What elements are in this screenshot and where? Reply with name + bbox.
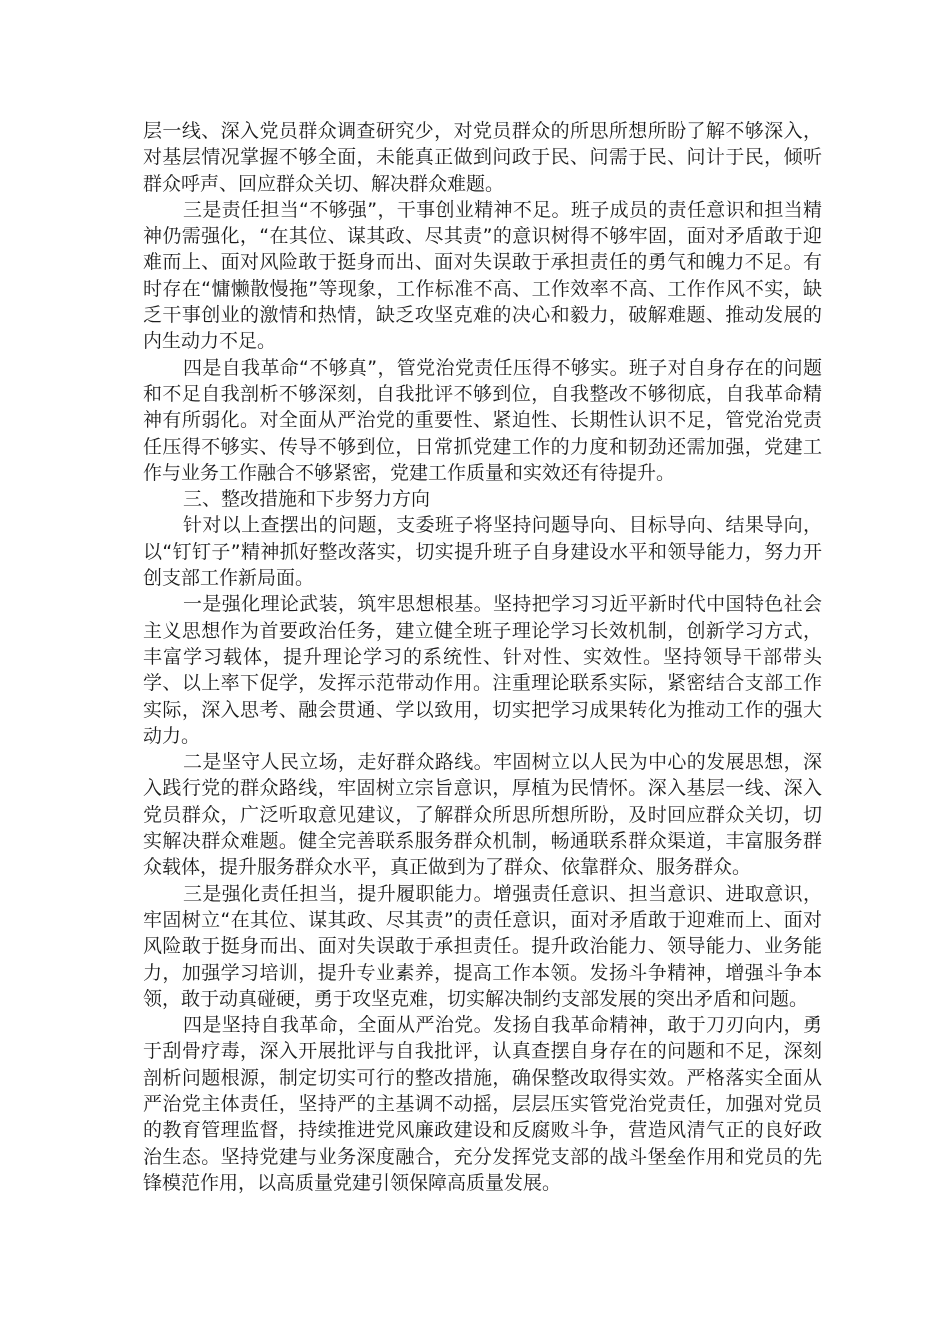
paragraph-7 [143,749,822,880]
paragraph-1 [143,118,822,197]
paragraph-8-lead: 三是强化责任担当，提升履职能力。 [183,882,493,905]
paragraph-3-text: ，管党治党责任压得不够实。班子对自身存在的问题和不足自我剖析不够深刻，自我批评不够到位，自我整改不够彻底，自我革命精神有所弱化。对全面从严治党的重要性、紧迫性、长期性认识不足，管党治党责任压得不够实、传导不够到位，日常抓党建工作的力度和韧劲还需加强，党建工作与业务工作融合不够紧密，党建工作质量和实效还有待提升。 [143,356,823,484]
paragraph-5 [143,512,822,591]
paragraph-6-text: 坚持把学习习近平新时代中国特色社会主义思想作为首要政治任务，建立健全班子理论学习长效机制，创新学习方式，丰富学习载体，提升理论学习的系统性、针对性、实效性。坚持领导干部带头学、以上率下促学，发挥示范带动作用。注重理论联系实际，紧密结合支部工作实际，深入思考、融会贯通、学以致用，切实把学习成果转化为推动工作的强大动力。 [143,593,822,747]
section-heading-text: 三、整改措施和下步努力方向 [183,488,431,511]
paragraph-9 [143,1012,822,1196]
paragraph-7-text: 牢固树立以人民为中心的发展思想，深入践行党的群众路线，牢固树立宗旨意识，厚植为民情怀。深入基层一线、深入党员群众，广泛听取意见建议，了解群众所思所想所盼，及时回应群众关切，切实解决群众难题。健全完善联系服务群众机制，畅通联系群众渠道，丰富服务群众载体，提升服务群众水平，真正做到为了群众、依靠群众、服务群众。 [143,751,822,879]
paragraph-8-text: 增强责任意识、担当意识、进取意识，牢固树立“在其位、谋其政、尽其责”的责任意识，面对矛盾敢于迎难而上、面对风险敢于挺身而出、面对失误敢于承担责任。提升政治能力、领导能力、业务能力，加强学习培训，提升专业素养，提高工作本领。发扬斗争精神，增强斗争本领，敢于动真碰硬，勇于攻坚克难，切实解决制约支部发展的突出矛盾和问题。 [143,882,822,1010]
paragraph-3-lead: 四是自我革命“不够真” [183,356,378,379]
paragraph-2 [143,197,822,355]
paragraph-5-text: 针对以上查摆出的问题，支委班子将坚持问题导向、目标导向、结果导向，以“钉钉子”精神抓好整改落实，切实提升班子自身建设水平和领导能力，努力开创支部工作新局面。 [143,514,822,590]
section-heading [143,486,822,512]
paragraph-6 [143,591,822,749]
paragraph-3 [143,355,822,486]
paragraph-2-lead: 三是责任担当“不够强” [183,198,378,221]
paragraph-2-text: ，干事创业精神不足。班子成员的责任意识和担当精神仍需强化，“在其位、谋其政、尽其责”的意识树得不够牢固，面对矛盾敢于迎难而上、面对风险敢于挺身而出、面对失误敢于承担责任的勇气和魄力不足。有时存在“慵懒散慢拖”等现象，工作标准不高、工作效率不高、工作作风不实，缺乏干事创业的激情和热情，缺乏攻坚克难的决心和毅力，破解难题、推动发展的内生动力不足。 [143,198,823,353]
paragraph-9-lead: 四是坚持自我革命，全面从严治党。 [183,1014,493,1037]
paragraph-8 [143,881,822,1012]
paragraph-7-lead: 二是坚守人民立场，走好群众路线。 [183,751,493,774]
paragraph-9-text: 发扬自我革命精神，敢于刀刃向内，勇于刮骨疗毒，深入开展批评与自我批评，认真查摆自身存在的问题和不足，深刻剖析问题根源，制定切实可行的整改措施，确保整改取得实效。严格落实全面从严治党主体责任，坚持严的主基调不动摇，层层压实管党治党责任，加强对党员的教育管理监督，持续推进党风廉政建设和反腐败斗争，营造风清气正的良好政治生态。坚持党建与业务深度融合，充分发挥党支部的战斗堡垒作用和党员的先锋模范作用，以高质量党建引领保障高质量发展。 [143,1014,822,1194]
paragraph-1-text: 层一线、深入党员群众调查研究少，对党员群众的所思所想所盼了解不够深入，对基层情况掌握不够全面，未能真正做到问政于民、问需于民、问计于民，倾听群众呼声、回应群众关切、解决群众难题。 [143,120,822,195]
paragraph-6-lead: 一是强化理论武装，筑牢思想根基。 [183,593,493,616]
